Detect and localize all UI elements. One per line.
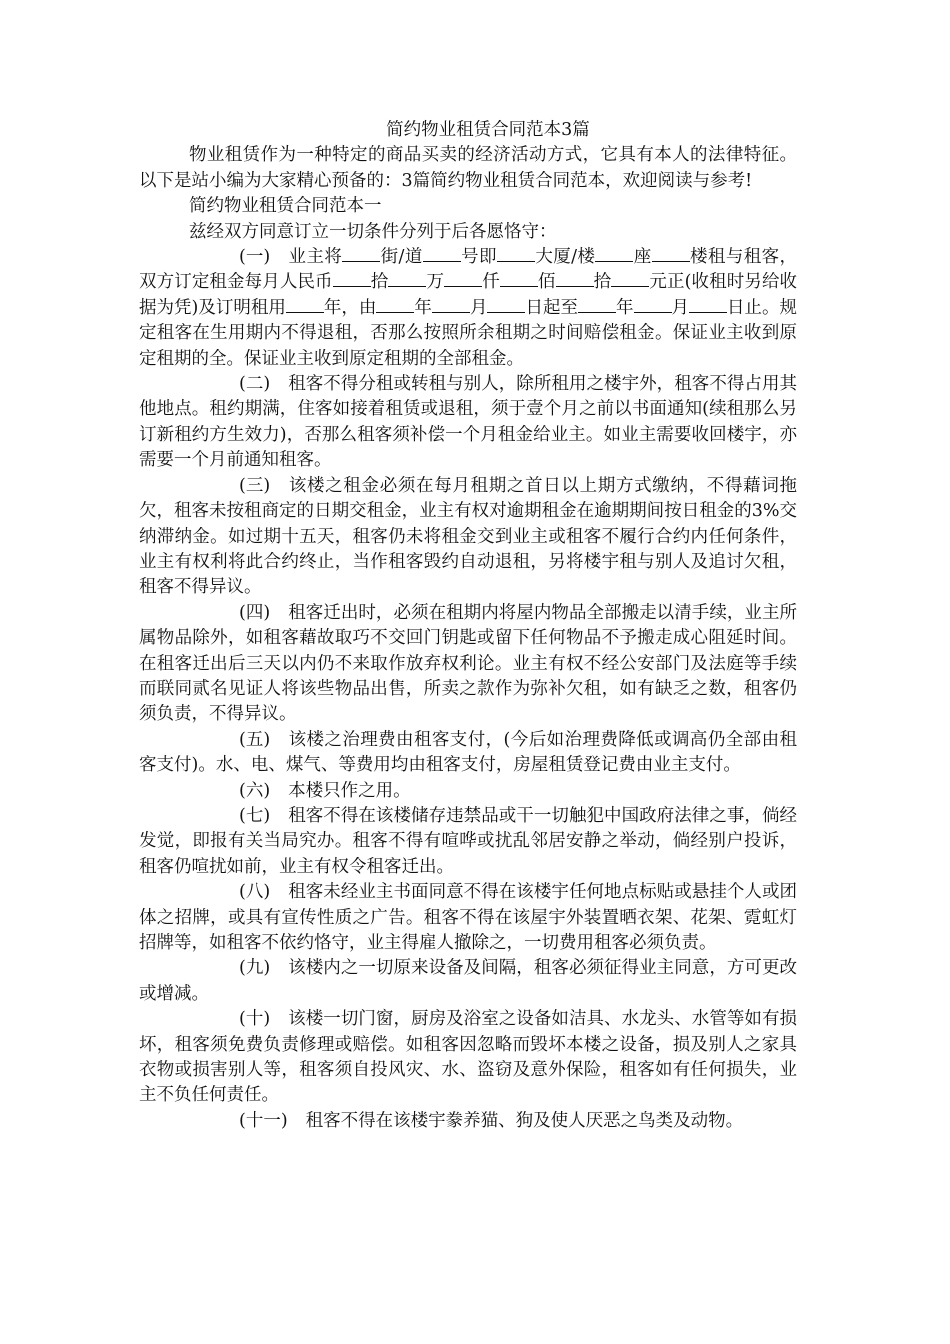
clause-4: [139, 601, 797, 728]
blank-line: [497, 246, 535, 262]
clause-text: 该楼之租金必须在每月租期之首日以上期方式缴纳，不得藉词拖欠，租客未按租商定的日期交租金，业主有权对逾期租金在逾期期间按日租金的3%交纳滞纳金。如过期十五天，租客仍未将租金交到业主或租客不履行合约内任何条件，业主有权利将此合约终止，当作租客毁约自动退租，另将楼宇租与别人及追讨欠租，租客不得异议。: [139, 475, 797, 598]
clause-2: [139, 372, 797, 474]
blank-line: [634, 297, 672, 313]
blank-line: [432, 297, 470, 313]
clause-10: [139, 1007, 797, 1109]
clause-text: 元正(收租时另给收据为凭)及订明租用: [139, 272, 798, 318]
clause-text: 日起至: [525, 297, 578, 318]
clause-text: 座: [633, 247, 652, 268]
blank-line: [652, 246, 690, 262]
clause-text: 年，由: [323, 297, 377, 318]
intro-paragraph: 物业租赁作为一种特定的商品买卖的经济活动方式，它具有本人的法律特征。以下是站小编为大家精心预备的：3篇简约物业租赁合同范本，欢迎阅读与参考!: [139, 145, 797, 191]
clause-number: (九): [239, 958, 271, 979]
clause-text: 月: [469, 297, 488, 318]
clause-text: 租客未经业主书面同意不得在该楼宇任何地点标贴或悬挂个人或团体之招牌，或具有宣传性质之广告。租客不得在该屋宇外装置晒衣架、花架、霓虹灯招牌等，如租客不依约恪守，业主得雇人撤除之，一切费用租客必须负责。: [139, 882, 797, 953]
blank-line: [333, 271, 371, 287]
blank-line: [595, 246, 633, 262]
clause-3: [139, 474, 797, 601]
blank-line: [286, 297, 324, 313]
preamble-paragraph: 兹经双方同意订立一切条件分列于后各愿恪守：: [189, 221, 557, 242]
clause-text: 拾: [593, 272, 612, 293]
blank-line: [611, 271, 649, 287]
clause-text: 年: [615, 297, 634, 318]
document-page: [139, 118, 797, 1134]
clause-1: [139, 245, 797, 372]
clause-5: [139, 728, 797, 779]
clause-number: (六): [239, 780, 271, 801]
clause-number: (十一): [239, 1110, 288, 1131]
clause-number: (四): [239, 602, 271, 623]
clause-text: 该楼一切门窗，厨房及浴室之设备如洁具、水龙头、水管等如有损坏，租客须免费负责修理或赔偿。如租客因忽略而毁坏本楼之设备，损及别人之家具衣物或损害别人等，租客须自投风灾、水、盗窃及意外保险，租客如有任何损失，业主不负任何责任。: [139, 1009, 797, 1106]
clause-text: 本楼只作之用。: [288, 780, 411, 801]
blank-line: [444, 271, 482, 287]
blank-line: [388, 271, 426, 287]
clause-text: 该楼内之一切原来设备及间隔，租客必须征得业主同意，方可更改或增减。: [139, 958, 797, 1004]
clause-text: 街/道: [380, 247, 423, 268]
section-subtitle: 简约物业租赁合同范本一: [189, 196, 382, 217]
blank-line: [376, 297, 414, 313]
blank-line: [689, 297, 727, 313]
clause-number: (七): [239, 805, 271, 826]
clause-text: 拾: [370, 272, 389, 293]
clause-number: (三): [239, 475, 271, 496]
clause-8: [139, 880, 797, 956]
clause-text: 仟: [482, 272, 500, 293]
blank-line: [487, 297, 525, 313]
clause-text: 租客迁出时，必须在租期内将屋内物品全部搬走以清手续，业主所属物品除外，如租客藉故取巧不交回门钥匙或留下任何物品不予搬走成心阻延时间。在租客迁出后三天以内仍不来取作放弃权利论。业主有权不经公安部门及法庭等手续而联同贰名见证人将该些物品出售，所卖之款作为弥补欠租，如有缺乏之数，租客仍须负责，不得异议。: [139, 602, 797, 725]
clause-7: [139, 804, 797, 880]
blank-line: [578, 297, 616, 313]
clause-number: (八): [239, 882, 271, 903]
clause-number: (二): [239, 374, 271, 395]
clause-text: 租客不得分租或转租与别人，除所租用之楼宇外，租客不得占用其他地点。租约期满，住客如接着租赁或退租，须于壹个月之前以书面通知(续租那么另订新租约方生效力)，否那么租客须补偿一个月租金给业主。如业主需要收回楼宇，亦需要一个月前通知租客。: [139, 374, 797, 471]
blank-line: [342, 246, 380, 262]
clause-text: 楼租与租客，双方订定租金每月人民币: [139, 247, 798, 293]
clause-text: 大厦/楼: [534, 247, 596, 268]
clause-text: 月: [671, 297, 690, 318]
document-title: 简约物业租赁合同范本3篇: [386, 120, 590, 140]
clause-11: [139, 1109, 797, 1134]
clause-number: (五): [239, 729, 271, 750]
clause-text: 号即: [460, 247, 497, 268]
clause-text: 日止。规定租客在生用期内不得退租，否那么按照所余租期之时间赔偿租金。保证业主收到原定租期的全。保证业主收到原定租期的全部租金。: [139, 297, 798, 369]
clause-text: 该楼之治理费由租客支付，(今后如治理费降低或调高仍全部由租客支付)。水、电、煤气、等费用均由租客支付，房屋租赁登记费由业主支付。: [139, 729, 797, 776]
clause-number: (十): [239, 1009, 271, 1030]
blank-line: [500, 271, 538, 287]
clause-text: 佰: [537, 272, 556, 293]
clause-text: 年: [414, 297, 432, 318]
clause-text: 业主将: [288, 247, 343, 268]
clause-number: (一): [239, 247, 271, 268]
clause-text: 租客不得在该楼宇豢养猫、狗及使人厌恶之鸟类及动物。: [305, 1110, 744, 1131]
clause-text: 万: [426, 272, 445, 293]
blank-line: [423, 246, 461, 262]
blank-line: [556, 271, 594, 287]
clause-text: 租客不得在该楼储存违禁品或干一切触犯中国政府法律之事，倘经发觉，即报有关当局究办。租客不得有喧哗或扰乱邻居安静之举动，倘经别户投诉，租客仍喧扰如前，业主有权令租客迁出。: [139, 805, 797, 877]
clause-9: [139, 956, 797, 1007]
clause-6: [139, 779, 797, 804]
